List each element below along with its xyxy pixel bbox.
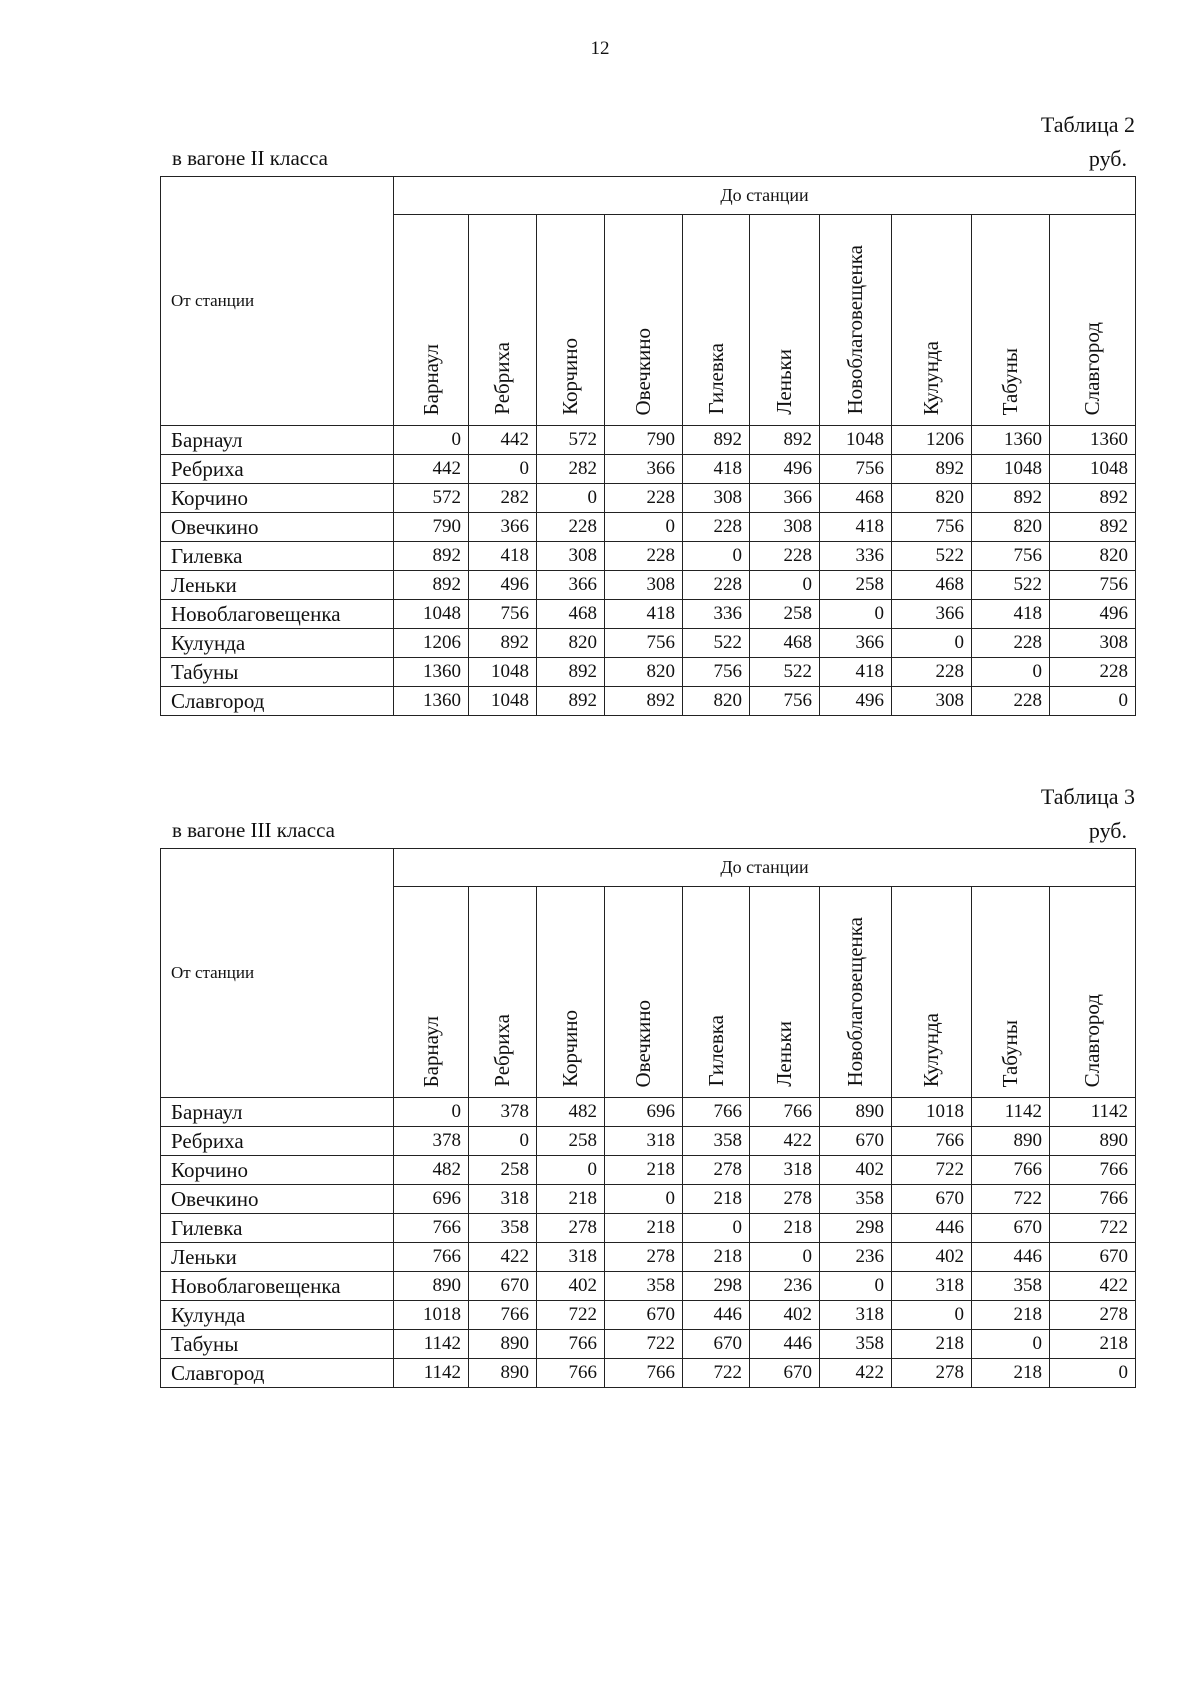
fare-cell: 418: [683, 455, 750, 484]
fare-cell: 236: [820, 1243, 892, 1272]
fare-cell: 1048: [469, 687, 537, 716]
fare-cell: 766: [537, 1330, 605, 1359]
fare-cell: 1048: [820, 426, 892, 455]
fare-cell: 228: [537, 513, 605, 542]
fare-cell: 1018: [892, 1098, 972, 1127]
column-header: [972, 887, 1050, 1098]
fare-cell: 1018: [394, 1301, 469, 1330]
fare-cell: 1142: [394, 1359, 469, 1388]
column-header-label: Леньки: [772, 349, 796, 415]
fare-cell: 218: [750, 1214, 820, 1243]
fare-cell: 496: [820, 687, 892, 716]
currency-unit: руб.: [1088, 818, 1127, 843]
column-header: [394, 215, 469, 426]
table-row: [161, 1214, 1136, 1243]
fare-cell: 766: [892, 1127, 972, 1156]
column-header: [750, 887, 820, 1098]
fare-cell: 0: [820, 600, 892, 629]
column-header-label: Табуны: [998, 1019, 1022, 1087]
fare-cell: 1142: [394, 1330, 469, 1359]
column-header-label: Корчино: [558, 338, 582, 415]
fare-cell: 0: [972, 1330, 1050, 1359]
fare-cell: 446: [750, 1330, 820, 1359]
fare-cell: 1142: [972, 1098, 1050, 1127]
fare-cell: 0: [469, 455, 537, 484]
fare-cell: 468: [820, 484, 892, 513]
table-title: Таблица 3: [1040, 784, 1135, 809]
table-row: [161, 1301, 1136, 1330]
fare-cell: 422: [750, 1127, 820, 1156]
fare-cell: 308: [605, 571, 683, 600]
column-header-label: Гилевка: [703, 343, 728, 415]
fare-cell: 522: [683, 629, 750, 658]
fare-cell: 572: [394, 484, 469, 513]
fare-cell: 1142: [1050, 1098, 1136, 1127]
fare-cell: 522: [750, 658, 820, 687]
fare-cell: 0: [469, 1127, 537, 1156]
fare-cell: 1206: [892, 426, 972, 455]
column-header: [537, 887, 605, 1098]
column-header-label: Гилевка: [703, 1015, 728, 1087]
row-header: Ребриха: [161, 455, 394, 484]
fare-cell: 308: [1050, 629, 1136, 658]
fare-cell: 258: [537, 1127, 605, 1156]
table-row: [161, 1359, 1136, 1388]
fare-cell: 0: [892, 1301, 972, 1330]
fare-cell: 722: [537, 1301, 605, 1330]
row-header: Новоблаговещенка: [161, 1272, 394, 1301]
fare-cell: 366: [537, 571, 605, 600]
fare-cell: 282: [537, 455, 605, 484]
row-header: Корчино: [161, 484, 394, 513]
fare-cell: 756: [683, 658, 750, 687]
fare-cell: 670: [820, 1127, 892, 1156]
fare-cell: 446: [972, 1243, 1050, 1272]
fare-cell: 228: [972, 687, 1050, 716]
fare-cell: 766: [1050, 1156, 1136, 1185]
fare-cell: 756: [892, 513, 972, 542]
fare-cell: 1048: [469, 658, 537, 687]
fare-cell: 358: [972, 1272, 1050, 1301]
fare-cell: 696: [394, 1185, 469, 1214]
column-header: [820, 215, 892, 426]
fare-table-class-3: [160, 848, 1136, 1388]
fare-cell: 722: [605, 1330, 683, 1359]
fare-cell: 892: [892, 455, 972, 484]
fare-cell: 892: [469, 629, 537, 658]
fare-cell: 756: [750, 687, 820, 716]
fare-cell: 1360: [1050, 426, 1136, 455]
table-row: [161, 600, 1136, 629]
fare-cell: 218: [683, 1185, 750, 1214]
fare-cell: 468: [892, 571, 972, 600]
fare-cell: 468: [537, 600, 605, 629]
column-header: [1050, 215, 1136, 426]
fare-cell: 1360: [394, 687, 469, 716]
column-header-label: Ребриха: [490, 1014, 514, 1087]
fare-cell: 336: [683, 600, 750, 629]
column-header: [605, 215, 683, 426]
fare-cell: 0: [972, 658, 1050, 687]
fare-cell: 722: [892, 1156, 972, 1185]
fare-cell: 0: [1050, 687, 1136, 716]
fare-cell: 318: [750, 1156, 820, 1185]
fare-cell: 890: [1050, 1127, 1136, 1156]
row-header: Гилевка: [161, 1214, 394, 1243]
fare-cell: 336: [820, 542, 892, 571]
fare-cell: 228: [605, 542, 683, 571]
fare-cell: 572: [537, 426, 605, 455]
fare-cell: 236: [750, 1272, 820, 1301]
fare-cell: 298: [683, 1272, 750, 1301]
row-header: Гилевка: [161, 542, 394, 571]
row-header: Овечкино: [161, 513, 394, 542]
fare-cell: 378: [394, 1127, 469, 1156]
fare-cell: 218: [683, 1243, 750, 1272]
fare-cell: 496: [469, 571, 537, 600]
table-row: [161, 426, 1136, 455]
fare-cell: 1206: [394, 629, 469, 658]
fare-cell: 298: [820, 1214, 892, 1243]
column-header-label: Новоблаговещенка: [843, 917, 867, 1087]
fare-cell: 756: [972, 542, 1050, 571]
fare-cell: 670: [605, 1301, 683, 1330]
fare-cell: 278: [683, 1156, 750, 1185]
fare-cell: 892: [394, 542, 469, 571]
fare-cell: 1360: [972, 426, 1050, 455]
fare-cell: 0: [537, 1156, 605, 1185]
fare-cell: 482: [537, 1098, 605, 1127]
fare-cell: 258: [469, 1156, 537, 1185]
fare-cell: 0: [750, 571, 820, 600]
fare-cell: 278: [750, 1185, 820, 1214]
fare-cell: 890: [972, 1127, 1050, 1156]
fare-cell: 0: [394, 1098, 469, 1127]
row-header: Корчино: [161, 1156, 394, 1185]
fare-cell: 442: [469, 426, 537, 455]
table-caption: в вагоне III класса: [172, 818, 335, 842]
fare-cell: 0: [892, 629, 972, 658]
table-row: [161, 571, 1136, 600]
fare-cell: 358: [605, 1272, 683, 1301]
column-header: [683, 887, 750, 1098]
fare-cell: 892: [394, 571, 469, 600]
fare-cell: 522: [892, 542, 972, 571]
fare-cell: 892: [605, 687, 683, 716]
fare-cell: 756: [469, 600, 537, 629]
fare-cell: 0: [750, 1243, 820, 1272]
fare-cell: 766: [683, 1098, 750, 1127]
fare-cell: 366: [605, 455, 683, 484]
row-header: Табуны: [161, 1330, 394, 1359]
row-header: Славгород: [161, 1359, 394, 1388]
column-header: [1050, 887, 1136, 1098]
fare-cell: 670: [1050, 1243, 1136, 1272]
fare-cell: 318: [605, 1127, 683, 1156]
fare-cell: 766: [750, 1098, 820, 1127]
table-row: [161, 1330, 1136, 1359]
header-from-station: От станции: [161, 177, 394, 426]
fare-cell: 766: [972, 1156, 1050, 1185]
column-header-label: Барнаул: [418, 343, 443, 415]
fare-cell: 378: [469, 1098, 537, 1127]
page-number: 12: [590, 38, 610, 59]
fare-cell: 422: [469, 1243, 537, 1272]
header-to-station: До станции: [394, 849, 1136, 887]
fare-cell: 228: [683, 571, 750, 600]
row-header: Леньки: [161, 571, 394, 600]
fare-cell: 0: [683, 1214, 750, 1243]
fare-cell: 402: [537, 1272, 605, 1301]
fare-cell: 820: [683, 687, 750, 716]
table-row: [161, 658, 1136, 687]
fare-cell: 892: [972, 484, 1050, 513]
table-row: [161, 1185, 1136, 1214]
fare-cell: 0: [605, 513, 683, 542]
column-header-label: Кулунда: [919, 1012, 943, 1087]
column-header-label: Леньки: [772, 1021, 796, 1087]
fare-cell: 308: [750, 513, 820, 542]
fare-cell: 722: [1050, 1214, 1136, 1243]
fare-cell: 766: [537, 1359, 605, 1388]
fare-cell: 218: [972, 1359, 1050, 1388]
fare-cell: 670: [683, 1330, 750, 1359]
table-row: [161, 513, 1136, 542]
column-header-label: Овечкино: [631, 327, 655, 415]
fare-cell: 670: [469, 1272, 537, 1301]
column-header-label: Табуны: [998, 347, 1022, 415]
column-header: [537, 215, 605, 426]
fare-cell: 318: [820, 1301, 892, 1330]
fare-cell: 892: [537, 687, 605, 716]
table-row: [161, 1156, 1136, 1185]
fare-cell: 496: [1050, 600, 1136, 629]
fare-cell: 258: [750, 600, 820, 629]
fare-cell: 892: [750, 426, 820, 455]
fare-cell: 756: [1050, 571, 1136, 600]
fare-cell: 722: [683, 1359, 750, 1388]
fare-cell: 358: [820, 1185, 892, 1214]
table-title: Таблица 2: [1040, 112, 1135, 137]
fare-cell: 892: [1050, 513, 1136, 542]
fare-cell: 0: [394, 426, 469, 455]
fare-cell: 670: [750, 1359, 820, 1388]
fare-cell: 218: [892, 1330, 972, 1359]
fare-cell: 820: [1050, 542, 1136, 571]
fare-cell: 1048: [1050, 455, 1136, 484]
fare-cell: 756: [605, 629, 683, 658]
row-header: Барнаул: [161, 1098, 394, 1127]
fare-cell: 670: [892, 1185, 972, 1214]
column-header-label: Ребриха: [490, 342, 514, 415]
row-header: Кулунда: [161, 1301, 394, 1330]
row-header: Леньки: [161, 1243, 394, 1272]
fare-cell: 308: [537, 542, 605, 571]
fare-cell: 890: [469, 1330, 537, 1359]
table-row: [161, 484, 1136, 513]
fare-cell: 366: [892, 600, 972, 629]
column-header: [972, 215, 1050, 426]
fare-cell: 496: [750, 455, 820, 484]
row-header: Славгород: [161, 687, 394, 716]
currency-unit: руб.: [1088, 146, 1127, 171]
fare-cell: 890: [469, 1359, 537, 1388]
fare-cell: 366: [469, 513, 537, 542]
fare-cell: 722: [972, 1185, 1050, 1214]
fare-cell: 402: [892, 1243, 972, 1272]
fare-cell: 1048: [394, 600, 469, 629]
fare-cell: 670: [972, 1214, 1050, 1243]
fare-cell: 358: [820, 1330, 892, 1359]
column-header: [892, 215, 972, 426]
fare-table-class-2: [160, 176, 1136, 716]
fare-cell: 446: [892, 1214, 972, 1243]
fare-cell: 228: [683, 513, 750, 542]
row-header: Барнаул: [161, 426, 394, 455]
table-row: [161, 455, 1136, 484]
table-row: [161, 1127, 1136, 1156]
fare-cell: 278: [605, 1243, 683, 1272]
fare-cell: 218: [972, 1301, 1050, 1330]
fare-cell: 0: [605, 1185, 683, 1214]
column-header-label: Славгород: [1080, 993, 1104, 1087]
fare-cell: 766: [469, 1301, 537, 1330]
fare-cell: 228: [972, 629, 1050, 658]
fare-cell: 0: [683, 542, 750, 571]
column-header-label: Овечкино: [631, 999, 655, 1087]
fare-cell: 0: [820, 1272, 892, 1301]
fare-cell: 218: [605, 1156, 683, 1185]
table-row: [161, 629, 1136, 658]
table-caption: в вагоне II класса: [172, 146, 328, 170]
fare-cell: 402: [820, 1156, 892, 1185]
column-header: [820, 887, 892, 1098]
fare-cell: 318: [892, 1272, 972, 1301]
column-header-label: Новоблаговещенка: [843, 245, 867, 415]
fare-cell: 522: [972, 571, 1050, 600]
fare-cell: 790: [394, 513, 469, 542]
fare-cell: 358: [469, 1214, 537, 1243]
fare-cell: 418: [972, 600, 1050, 629]
header-from-station: От станции: [161, 849, 394, 1098]
column-header-label: Барнаул: [418, 1015, 443, 1087]
fare-cell: 766: [394, 1214, 469, 1243]
fare-cell: 890: [394, 1272, 469, 1301]
fare-cell: 820: [537, 629, 605, 658]
fare-cell: 218: [1050, 1330, 1136, 1359]
fare-cell: 756: [820, 455, 892, 484]
fare-cell: 228: [892, 658, 972, 687]
fare-cell: 278: [892, 1359, 972, 1388]
fare-cell: 890: [820, 1098, 892, 1127]
fare-cell: 418: [605, 600, 683, 629]
column-header-label: Кулунда: [919, 340, 943, 415]
fare-cell: 0: [1050, 1359, 1136, 1388]
fare-cell: 218: [605, 1214, 683, 1243]
fare-cell: 790: [605, 426, 683, 455]
table-row: [161, 1098, 1136, 1127]
fare-cell: 218: [537, 1185, 605, 1214]
fare-cell: 422: [1050, 1272, 1136, 1301]
fare-cell: 358: [683, 1127, 750, 1156]
fare-cell: 228: [750, 542, 820, 571]
fare-cell: 278: [1050, 1301, 1136, 1330]
fare-cell: 468: [750, 629, 820, 658]
row-header: Табуны: [161, 658, 394, 687]
fare-cell: 766: [394, 1243, 469, 1272]
fare-cell: 318: [469, 1185, 537, 1214]
fare-cell: 766: [605, 1359, 683, 1388]
column-header: [469, 215, 537, 426]
column-header: [605, 887, 683, 1098]
fare-cell: 308: [683, 484, 750, 513]
fare-cell: 1048: [972, 455, 1050, 484]
fare-cell: 820: [972, 513, 1050, 542]
fare-cell: 422: [820, 1359, 892, 1388]
fare-cell: 308: [892, 687, 972, 716]
column-header-label: Корчино: [558, 1010, 582, 1087]
fare-cell: 820: [605, 658, 683, 687]
column-header: [892, 887, 972, 1098]
row-header: Ребриха: [161, 1127, 394, 1156]
row-header: Новоблаговещенка: [161, 600, 394, 629]
fare-cell: 892: [537, 658, 605, 687]
fare-cell: 418: [820, 658, 892, 687]
fare-cell: 418: [820, 513, 892, 542]
header-to-station: До станции: [394, 177, 1136, 215]
fare-cell: 892: [1050, 484, 1136, 513]
fare-cell: 442: [394, 455, 469, 484]
row-header: Овечкино: [161, 1185, 394, 1214]
fare-cell: 696: [605, 1098, 683, 1127]
fare-cell: 258: [820, 571, 892, 600]
fare-cell: 820: [892, 484, 972, 513]
fare-cell: 482: [394, 1156, 469, 1185]
fare-cell: 892: [683, 426, 750, 455]
column-header: [683, 215, 750, 426]
fare-cell: 318: [537, 1243, 605, 1272]
fare-cell: 282: [469, 484, 537, 513]
table-row: [161, 542, 1136, 571]
column-header: [394, 887, 469, 1098]
row-header: Кулунда: [161, 629, 394, 658]
fare-cell: 228: [605, 484, 683, 513]
fare-cell: 402: [750, 1301, 820, 1330]
fare-cell: 278: [537, 1214, 605, 1243]
fare-cell: 1360: [394, 658, 469, 687]
fare-cell: 418: [469, 542, 537, 571]
table-row: [161, 1272, 1136, 1301]
fare-cell: 366: [750, 484, 820, 513]
fare-cell: 766: [1050, 1185, 1136, 1214]
column-header-label: Славгород: [1080, 321, 1104, 415]
fare-cell: 446: [683, 1301, 750, 1330]
fare-cell: 366: [820, 629, 892, 658]
fare-cell: 228: [1050, 658, 1136, 687]
table-row: [161, 1243, 1136, 1272]
table-row: [161, 687, 1136, 716]
column-header: [469, 887, 537, 1098]
fare-cell: 0: [537, 484, 605, 513]
column-header: [750, 215, 820, 426]
